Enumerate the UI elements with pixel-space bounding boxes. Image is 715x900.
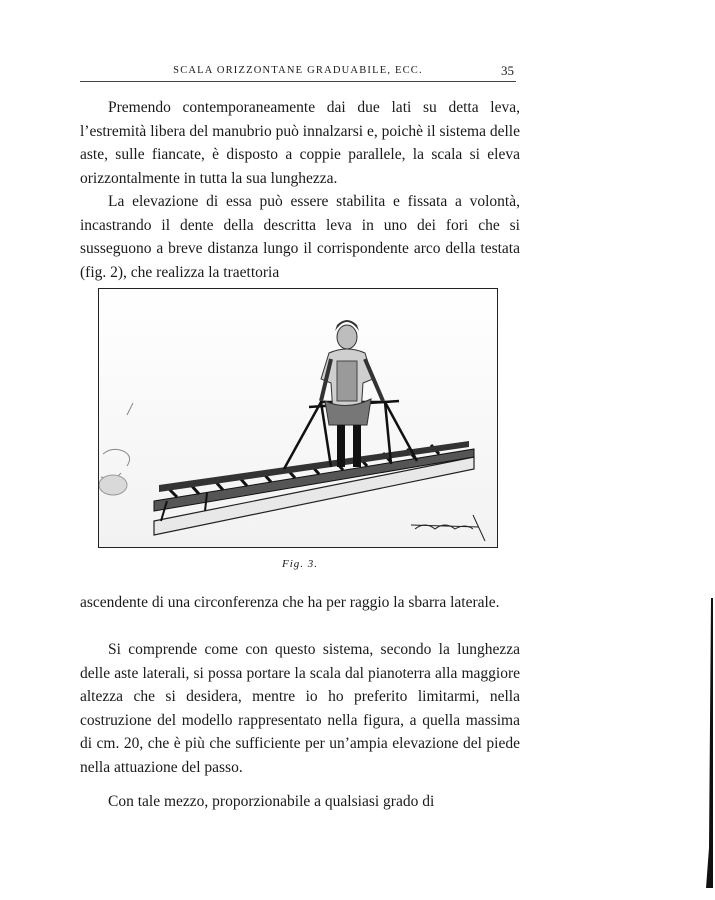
running-head xyxy=(80,64,516,82)
scan-edge-shadow xyxy=(706,598,713,888)
header-rule xyxy=(80,81,516,82)
figure-caption: Fig. 3. xyxy=(281,558,319,570)
paragraph-elevazione: La elevazione di essa può essere stabilita e fissata a volontà, incastrando il dente della descritta leva in uno dei fori che si susseguono a breve distanza lungo il corrispondente arco della testata (fig. 2), che realizza la traettoria xyxy=(80,193,520,281)
paragraph-con-tale: Con tale mezzo, proporzionabile a qualsiasi grado di xyxy=(108,793,435,810)
running-title: SCALA ORIZZONTANE GRADUABILE, ECC. xyxy=(173,65,423,76)
paragraph-ascendente: ascendente di una circonferenza che ha per raggio la sbarra laterale. xyxy=(80,594,500,611)
paragraph-premendo: Premendo contemporaneamente dai due lati su detta leva, l’estremità libera del manubrio può innalzarsi e, poichè il sistema delle aste, sulle fiancate, è disposto a coppie parallele, la scala si eleva orizzontalmente in tutta la sua lunghezza. xyxy=(80,99,520,187)
paragraph-si-comprende: Si comprende come con questo sistema, secondo la lunghezza delle aste laterali, si possa portare la scala dal pianoterra alla maggiore altezza che si desidera, mentre io ho preferito limitarmi, nella costruzione del modello rappresentato nella figura, a quella massima di cm. 20, che è più che sufficiente per un’ampia elevazione del piede nella attuazione del passo. xyxy=(80,641,520,776)
page-number: 35 xyxy=(501,63,514,78)
ladder-photo-illustration xyxy=(99,289,497,547)
figure-photo xyxy=(98,288,498,548)
